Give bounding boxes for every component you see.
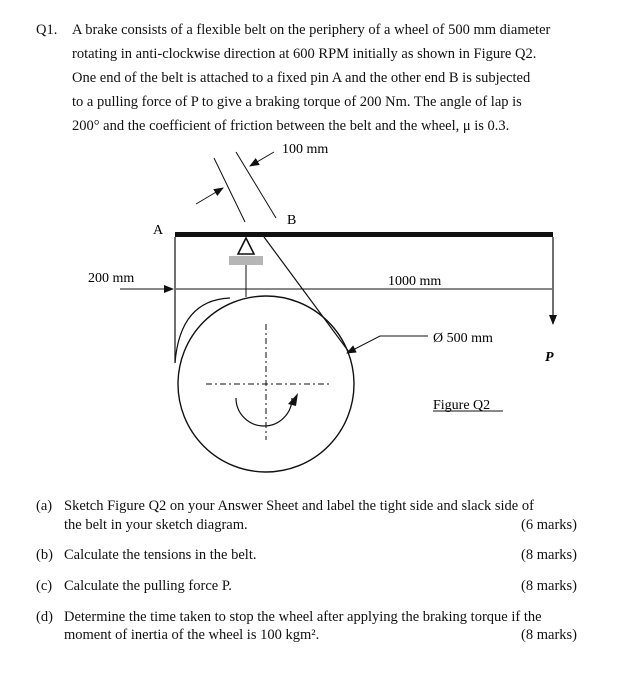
dim-1000-label: 1000 mm bbox=[388, 274, 442, 289]
diameter-leader bbox=[347, 336, 428, 353]
dim-100-label: 100 mm bbox=[282, 142, 329, 157]
part-a-label: (a) bbox=[36, 498, 53, 514]
part-c-label: (c) bbox=[36, 578, 53, 594]
part-c bbox=[36, 578, 232, 595]
part-d bbox=[36, 609, 542, 626]
part-a-text: Sketch Figure Q2 on your Answer Sheet and label the tight side and slack side of bbox=[64, 498, 534, 514]
belt-b-side bbox=[264, 237, 349, 352]
part-b-text: Calculate the tensions in the belt. bbox=[64, 547, 257, 563]
lever-bar bbox=[175, 232, 553, 237]
label-b: B bbox=[287, 213, 297, 228]
part-b-label: (b) bbox=[36, 547, 53, 563]
label-p: P bbox=[545, 350, 554, 365]
question-line-4: to a pulling force of P to give a braking torque of 200 Nm. The angle of lap is bbox=[72, 94, 522, 110]
question-line-1: A brake consists of a flexible belt on the periphery of a wheel of 500 mm diameter bbox=[72, 22, 551, 38]
part-d-text-cont: moment of inertia of the wheel is 100 kgm². bbox=[64, 627, 320, 643]
dim-200-label: 200 mm bbox=[88, 271, 135, 286]
part-d-marks: (8 marks) bbox=[521, 627, 577, 643]
question-number: Q1. bbox=[36, 22, 58, 38]
part-a bbox=[36, 498, 534, 515]
question-line-2: rotating in anti-clockwise direction at 600 RPM initially as shown in Figure Q2. bbox=[72, 46, 537, 62]
pivot-base bbox=[229, 256, 263, 265]
dim-line-100-right bbox=[236, 152, 276, 218]
label-a: A bbox=[153, 223, 164, 238]
rotation-arrowhead bbox=[288, 393, 298, 406]
part-d-text: Determine the time taken to stop the wheel after applying the braking torque if the bbox=[64, 609, 542, 625]
dim-arrow-100-left bbox=[196, 188, 223, 204]
figure-caption: Figure Q2 bbox=[433, 398, 491, 413]
part-c-text: Calculate the pulling force P. bbox=[64, 578, 232, 594]
part-a-marks: (6 marks) bbox=[521, 517, 577, 533]
rotation-arc bbox=[236, 398, 292, 426]
part-b bbox=[36, 547, 257, 564]
part-b-marks: (8 marks) bbox=[521, 547, 577, 563]
part-c-marks: (8 marks) bbox=[521, 578, 577, 594]
part-d-label: (d) bbox=[36, 609, 53, 625]
question-line-3: One end of the belt is attached to a fixed pin A and the other end B is subjected bbox=[72, 70, 531, 86]
question-line-5: 200° and the coefficient of friction between the belt and the wheel, μ is 0.3. bbox=[72, 118, 510, 134]
pivot-triangle bbox=[238, 238, 254, 254]
dim-diameter-label: Ø 500 mm bbox=[433, 331, 493, 346]
part-a-text-cont: the belt in your sketch diagram. bbox=[64, 517, 248, 533]
dim-arrow-100-right bbox=[250, 152, 274, 166]
